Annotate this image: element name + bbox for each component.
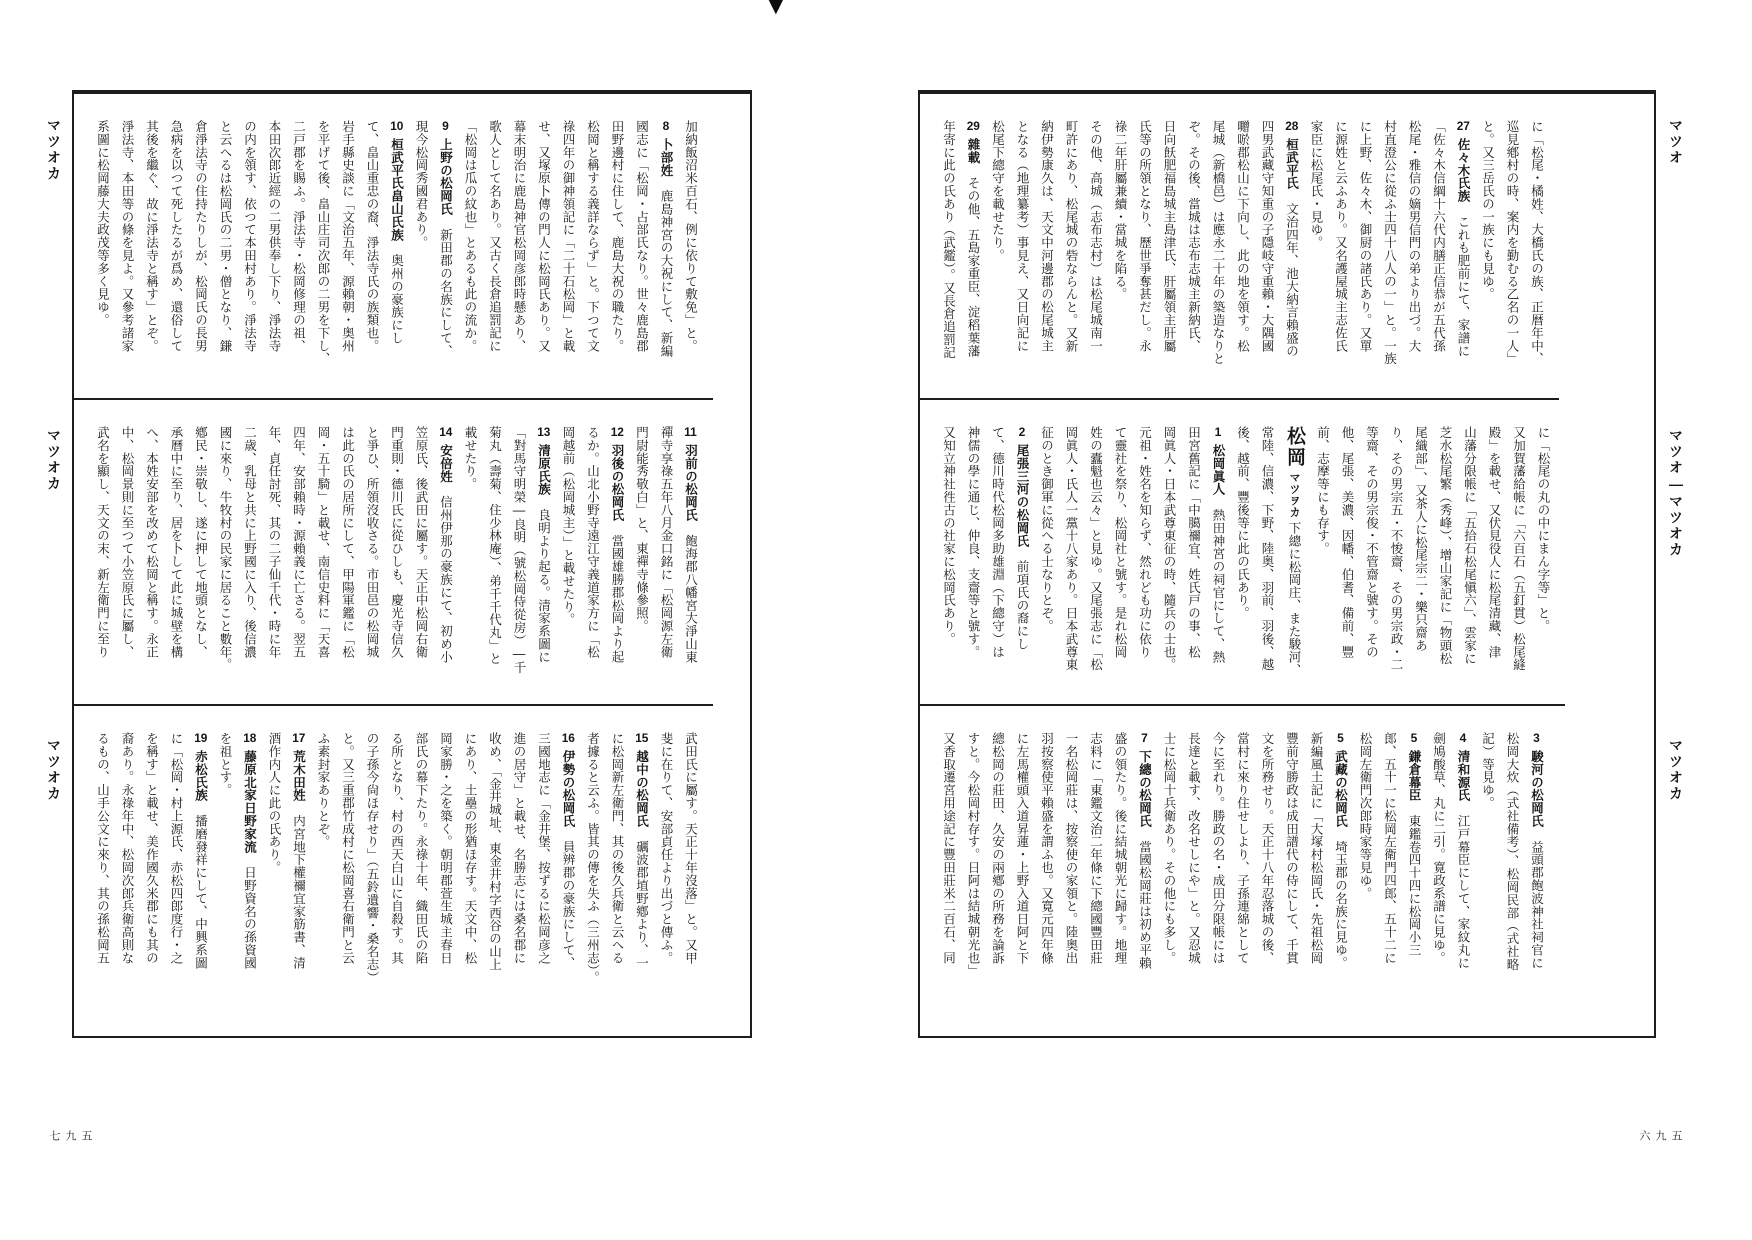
text-column: を祖とす。 <box>218 732 232 797</box>
text-column: せ、又塚原卜傳の門人に松岡氏あり。又 <box>536 120 551 353</box>
text-column: 盛の領たり。後に結城朝光に歸す。地理 <box>1113 732 1127 965</box>
entry-headword: 尾張三河の松岡氏 <box>1015 444 1029 548</box>
text-column: となる（地理纂考）事見え、又日向記に <box>1015 120 1029 353</box>
text-column: 淨法寺、本田等の條を見よ。又參考諸家 <box>120 120 134 353</box>
text-band <box>920 706 1559 1036</box>
page-number: 五九六 <box>1638 1130 1682 1142</box>
text-band <box>74 706 713 1036</box>
text-column: 1松岡眞人 熱田神宮の祠官にして、熱 <box>1211 426 1225 664</box>
running-head: マツオカ <box>46 738 62 802</box>
text-column: 新編風土記に「大塚村松岡氏・先祖松岡 <box>1309 732 1323 965</box>
text-column: 17荒木田姓 内宮地下權禰宜家筋書、清 <box>291 732 306 970</box>
entry-number: 16 <box>561 732 575 744</box>
text-band <box>74 400 713 706</box>
text-column: 武田氏に屬す。天正十年沒落」と。又甲 <box>683 732 698 965</box>
entry-headword: 鎌倉幕臣 <box>1407 750 1421 802</box>
text-column: 常陸、信濃、下野、陸奥、羽前、羽後、越 <box>1260 426 1274 672</box>
running-head: マツオ <box>1668 118 1684 166</box>
entry-headword: 佐々木氏族 <box>1456 138 1470 203</box>
page-right <box>918 90 1684 1142</box>
text-column: 岩手縣史談に「文治五年、源賴朝・奥州 <box>340 120 355 353</box>
text-column: 「佐々木信綱十六代内膳正信恭が五代孫 <box>1431 120 1446 353</box>
page-left <box>46 90 752 1142</box>
text-column: 劍鳩酸草、丸に二引。寛政系譜に見ゆ。 <box>1431 732 1446 965</box>
entry-headword: 荒木田姓 <box>291 750 306 802</box>
text-column: 文を所務せり。天正十八年忍落城の後、 <box>1260 732 1274 965</box>
text-column: 酒作内人に此の氏あり。 <box>267 732 281 874</box>
entry-headword: 松岡眞人 <box>1211 444 1225 496</box>
entry-headword: 卜部姓 <box>659 138 673 177</box>
text-column: と爭ひ、所領沒收さる。市田邑の松岡城 <box>365 426 379 659</box>
text-column: 3駿河の松岡氏 益頭郡飽波神社祠官に <box>1529 732 1544 970</box>
entry-headword: 藤原北家日野家流 <box>242 750 257 854</box>
text-column: 11羽前の松岡氏 飽海郡八幡宮大淨山東 <box>683 426 698 664</box>
entry-headword: 桓武平氏 <box>1284 138 1299 190</box>
text-column: その他、高城（志布志村）は松尾城南一 <box>1088 120 1103 353</box>
text-column: るか。山北小野寺遠江守義道家方に「松 <box>585 426 600 659</box>
text-column: 年寄に此の氏あり（武鑑）。又長倉追罰記 <box>941 120 956 359</box>
text-column: 等齋、その男宗俊・不管齋と號す。その <box>1364 426 1379 659</box>
running-head: マツオカ <box>1668 738 1684 802</box>
text-column: 斐に在りて、安部貞任より出づと傳ふ。 <box>659 732 673 965</box>
text-column: 他、尾張、美濃、因幡、伯耆、備前、豐 <box>1340 426 1354 659</box>
entry-number: 12 <box>610 426 624 438</box>
entry-number: 29 <box>966 120 980 132</box>
text-column: 祿四年の御神領記に「二十石松岡」と載 <box>561 120 575 353</box>
text-column: と。又三岳氏の一族にも見ゆ。 <box>1480 120 1495 301</box>
text-column: 18藤原北家日野家流 日野資名の孫資國 <box>242 732 257 970</box>
text-column: 殿」を載せ、又伏見役人に松尾清藏、津 <box>1487 426 1501 659</box>
text-column: 13清原氏族 良明より起る。清家系圖に <box>536 426 551 664</box>
text-column: すと。今松岡村存す。日阿は結城朝光也」 <box>966 732 980 978</box>
text-band <box>920 400 1565 706</box>
text-column: 15越中の松岡氏 礪波郡埴野鄕より、一 <box>634 732 649 970</box>
entry-number: 19 <box>194 732 208 744</box>
text-column: 中、松岡景則に至つて小笠原氏に屬し、 <box>120 426 134 659</box>
text-column: 長達と載す、改名せしにや」と。又忍城 <box>1186 732 1201 965</box>
text-column: 一名松岡莊は、按察使の家領と。陸奥出 <box>1064 732 1078 965</box>
text-column: 幕末明治に鹿島神官松岡彦郎時懸あり、 <box>512 120 526 353</box>
text-column: 「松岡は瓜の紋也」とあるも此の流か。 <box>463 120 477 353</box>
text-column: る所となり、村の西天白山に自殺す。其 <box>389 732 404 965</box>
text-column: 12羽後の松岡氏 當國雄勝郡松岡より起 <box>610 426 624 664</box>
section-headword: 松岡 <box>1284 426 1305 468</box>
text-band <box>74 94 713 400</box>
text-column: 鄕民・崇敬し、遂に押して地頭となし、 <box>193 426 208 659</box>
text-column: 士に松岡十兵衛あり。その他にも多し。 <box>1162 732 1176 965</box>
page-frame <box>918 90 1656 1038</box>
text-column: 笠原氏、後武田に屬す。天正中松岡右衛 <box>414 426 428 659</box>
entry-headword: 上野の松岡氏 <box>438 138 453 216</box>
text-column: 四年、安部賴時・源賴義に亡さる。翌五 <box>291 426 306 659</box>
entry-number: 1 <box>1214 426 1222 438</box>
text-column: と云へるは松岡氏の二男・僧となり、鎌 <box>218 120 232 353</box>
text-column: 前、志摩等にも存す。 <box>1315 426 1330 555</box>
text-column: 郎、五十一に松岡左衛門四郎、五十二に <box>1382 732 1397 965</box>
text-column: 町許にあり、松尾城の砦ならんと。又新 <box>1064 120 1078 353</box>
text-column: 進の居守」と載せ、名勝志には桑名郡に <box>512 732 526 965</box>
entry-headword: 羽前の松岡氏 <box>683 444 698 522</box>
text-column: 9上野の松岡氏 新田郡の名族にして、 <box>438 120 453 358</box>
text-column: 禪寺享祿五年八月金口銘に「松岡源左衛 <box>659 426 673 659</box>
text-column: 裔あり。永祿年中、松岡次郎兵衛高則な <box>120 732 134 965</box>
text-column: 松岡マツヲカ下總に松岡庄、また駿河、 <box>1284 426 1305 677</box>
text-column: 2尾張三河の松岡氏 前項氏の裔にし <box>1015 426 1029 651</box>
text-column: 武名を顯し、天文の末、新左衛門に至り <box>95 426 110 659</box>
text-column: て、德川時代松岡多助雄淵（下總守）は <box>990 426 1005 659</box>
entry-number: 27 <box>1456 120 1470 132</box>
text-column: 收め、「金井城址、東金井村字西谷の山上 <box>487 732 502 971</box>
text-band <box>920 94 1559 400</box>
text-column: 松岡大炊（式社備考）、松岡民部（式社略 <box>1505 732 1519 971</box>
text-column: を平げて後、畠山庄司次郎の二男を下し、 <box>316 120 330 366</box>
text-column: 田野邊村に住して、鹿島大祝の職たり。 <box>610 120 624 353</box>
text-column: 岡家勝・之を築く。朝明郡萱生城主春日 <box>438 732 453 965</box>
text-column: 囎唹郡松山に下向し、此の地を領す。松 <box>1235 120 1250 353</box>
text-column: 承曆中に至り、居を卜して此に城壁を構 <box>169 426 183 659</box>
text-column: 又香取遷宮用途記に豐田莊米二百石、同 <box>941 732 956 965</box>
entry-headword: 安倍姓 <box>438 444 453 483</box>
entry-number: 8 <box>662 120 670 132</box>
text-column: 尾織部」、又茶人に松尾宗二・樂只齋あ <box>1413 426 1428 652</box>
text-column: 門重則・德川氏に從ひしも、慶光寺信久 <box>389 426 404 659</box>
text-column: 日向飫肥福島城主島津氏、肝屬領主肝屬 <box>1162 120 1176 353</box>
text-column: 8卜部姓 鹿島神宮の大祝にして、新編 <box>659 120 673 358</box>
text-column: に「松尾・橘姓、大橋氏の族、正暦年中、 <box>1529 120 1544 366</box>
text-column: 本田次郎近經の二男供奉し下り、淨法寺 <box>267 120 281 353</box>
text-column: に「松尾の丸の中にまん字等」と。 <box>1536 426 1550 633</box>
section-reading: マツヲカ <box>1288 472 1300 518</box>
entry-number: 5 <box>1337 732 1344 744</box>
entry-headword: 雜載 <box>966 138 980 164</box>
text-column: 神儒の學に通じ、仲良、支齋等と號す。 <box>966 426 980 659</box>
text-column: 「對馬守明榮―良明（號松岡侍從房）―千 <box>512 426 526 675</box>
entry-headword: 下總の松岡氏 <box>1137 750 1152 828</box>
entry-headword: 桓武平氏畠山氏族 <box>389 138 404 242</box>
text-column: 29雜載 その他、五島家重臣、淀稻葉藩 <box>966 120 980 358</box>
text-column: 其後を繼ぐ、故に淨法寺と稱す」とぞ。 <box>144 120 159 353</box>
text-column: 者據ると云ふ。皆其の傳を失ふ（三州志）。 <box>585 732 600 984</box>
entry-number: 7 <box>1141 732 1148 744</box>
text-column: に源姓と云ふあり。又名護屋城主志佐氏 <box>1333 120 1348 353</box>
text-column: 當村に來り住せしより、子孫連綿として <box>1235 732 1250 965</box>
entry-number: 13 <box>537 426 551 438</box>
text-column: 歌人として名あり。又古く長倉追罰記に <box>487 120 502 353</box>
registration-triangle-icon: ▼ <box>763 0 789 20</box>
text-column: の子孫今尙ほ存せり」（五鈴遺響・桑名志） <box>365 732 379 984</box>
text-column: 5鎌倉幕臣 東鑑卷四十四に松岡小三 <box>1407 732 1421 957</box>
entry-number: 9 <box>442 120 449 132</box>
text-column: 芝水松尾繁（秀峰）、增山家記に「物頭松 <box>1438 426 1452 665</box>
text-column: 岡眞人・氏人一黨十八家あり。日本武尊東 <box>1064 426 1078 672</box>
text-column: 後、越前、豐後等に此の氏あり。 <box>1235 426 1250 620</box>
text-column: 急病を以つて死したるが爲め、還俗して <box>169 120 183 353</box>
text-column: 山藩分限帳に「五拾石松尾愼六」、雲家に <box>1462 426 1477 665</box>
text-column: 志料に「東鑑文治二年條に下總國豐田莊 <box>1088 732 1103 965</box>
text-column: 4清和源氏 江戸幕臣にして、家紋丸に <box>1456 732 1470 970</box>
text-column: 祿二年肝屬兼續・當城を陷る。 <box>1113 120 1127 301</box>
text-column: 征のとき御軍に從へる士なりとぞ。 <box>1039 426 1054 633</box>
text-column: ぞ。その後、當城は志布志城主新納氏、 <box>1186 120 1201 353</box>
text-column: 二歳、乳母と共に上野國に入り、後信濃 <box>242 426 257 659</box>
text-column: に上野、佐々木、御厨の諸氏あり。又單 <box>1358 120 1372 353</box>
running-head: マツオ―マツオカ <box>1668 428 1684 558</box>
entry-number: 18 <box>243 732 257 744</box>
text-column: 5武藏の松岡氏 埼玉郡の名族に見ゆ。 <box>1333 732 1348 970</box>
text-column: 28桓武平氏 文治四年、池大納言賴盛の <box>1284 120 1299 358</box>
text-column: 總松岡の莊田、久安の兩鄕の所務を論訴 <box>990 732 1005 965</box>
text-column: 19赤松氏族 播磨發祥にして、中興系圖 <box>193 732 208 970</box>
text-column: ふ素封家ありとぞ。 <box>316 732 330 849</box>
text-column: 巡見鄕村の時、案内を勤むる乙名の一人」 <box>1505 120 1519 366</box>
entry-number: 10 <box>390 120 404 132</box>
page-number: 五九七 <box>48 1130 92 1142</box>
entry-number: 4 <box>1459 732 1467 744</box>
text-column: 家臣に松尾氏・見ゆ。 <box>1309 120 1323 249</box>
text-column: は此の氏の居所にして、甲陽軍鑑に「松 <box>340 426 355 659</box>
text-column: 載せたり。 <box>463 426 477 491</box>
text-column: 岡越前（松岡城主）」と載せたり。 <box>561 426 575 627</box>
running-head: マツオカ <box>46 428 62 492</box>
text-column: に「松岡・村上源氏、赤松四郎度行・之 <box>169 732 183 965</box>
text-column: 年、貞任討死、其の二子仙千代・時に年 <box>267 426 281 659</box>
text-column: 田宮舊記に「中臈禰宜、姓氏戸の事、松 <box>1186 426 1201 659</box>
text-column: にあり、土壘の形猶ほ存す。天文中、松 <box>463 732 477 965</box>
entry-number: 28 <box>1285 120 1299 132</box>
text-column: 納伊勢康久は、天文中河邊郡の松尾城主 <box>1039 120 1054 353</box>
text-column: 倉淨法寺の住持たりしが、松岡氏の長男 <box>193 120 208 353</box>
entry-number: 17 <box>292 732 306 744</box>
text-column: て、畠山重忠の裔、淨法寺氏の族類也。 <box>365 120 379 353</box>
entry-headword: 伊勢の松岡氏 <box>561 750 575 828</box>
text-column: るもの、山手公文に來り、其の孫松岡五 <box>95 732 110 965</box>
text-column: に松岡新左衛門、其の後久兵衛と云へる <box>610 732 624 965</box>
text-column: 又知立神社徃古の社家に松岡氏あり。 <box>941 426 956 646</box>
text-column: 部氏の幕下たり。永祿十年、織田氏の陷 <box>414 732 428 965</box>
text-column: 岡・五十騎」と載せ、南信史料に「天喜 <box>316 426 330 659</box>
text-column: 10桓武平氏畠山氏族 奥州の豪族にし <box>389 120 404 345</box>
text-column: て靈社を祭り、松岡社と號す。是れ松岡 <box>1113 426 1127 659</box>
text-column: に左馬權頭入道昇蓮・上野入道日阿と下 <box>1015 732 1029 965</box>
text-column: 元祖・姓名を知らず、然れども功に依り <box>1137 426 1152 659</box>
text-column: へ、本姓安部を改めて松岡と稱す。永正 <box>144 426 159 659</box>
entry-headword: 清和源氏 <box>1456 750 1470 802</box>
entry-number: 11 <box>684 426 697 438</box>
text-column: 岡眞人・日本武尊東征の時、隨兵の士也。 <box>1162 426 1176 672</box>
running-head: マツオカ <box>46 118 62 182</box>
text-column: 7下總の松岡氏 當國松岡莊は初め平賴 <box>1137 732 1152 970</box>
text-column: 松岡左衛門次郎時家等見ゆ。 <box>1358 732 1372 900</box>
text-column: 松尾下總守を載せたり。 <box>990 120 1005 262</box>
entry-headword: 赤松氏族 <box>193 750 208 802</box>
text-column: 國志に「松岡・占部氏なり。世々鹿島郡 <box>634 120 649 353</box>
text-column: 又加賀藩給帳に「六百石（五釘貫）松尾縫 <box>1511 426 1526 672</box>
text-column: 菊丸（壽菊、住少林庵）、弟千千代丸」と <box>487 426 502 665</box>
entry-number: 5 <box>1410 732 1418 744</box>
text-column: 姓の蠹魁也云々」と見ゆ。又尾張志に「松 <box>1088 426 1103 672</box>
entry-number: 14 <box>439 426 453 438</box>
entry-headword: 清原氏族 <box>536 444 551 496</box>
text-column: 三國地志に「金井堡、按ずるに松岡彦之 <box>536 732 551 965</box>
text-column: の内を領す、依つて本田村あり。淨法寺 <box>242 120 257 353</box>
text-column: 現今松岡秀國君あり。 <box>414 120 428 249</box>
text-column: を稱す」と載せ、美作國久米郡にも其の <box>144 732 159 965</box>
text-column: 松尾・雅信の嫡男信門の弟より出づ。大 <box>1407 120 1421 353</box>
text-column: 豐前守勝政は成田譜代の侍にして、千貫 <box>1284 732 1299 965</box>
text-column: 二戸郡を賜ふ。淨法寺・松岡修理の祖、 <box>291 120 306 353</box>
text-column: 27佐々木氏族 これも肥前にて、家譜に <box>1456 120 1470 358</box>
text-column: 村直澄公に從ふ士四十八人の一」と。一族 <box>1382 120 1397 366</box>
entry-headword: 駿河の松岡氏 <box>1529 750 1544 828</box>
text-column: 記）等見ゆ。 <box>1480 732 1495 810</box>
page-frame <box>72 90 752 1038</box>
entry-headword: 越中の松岡氏 <box>634 750 649 828</box>
text-column: り、その男宗五・不悛齋、その男宗政・二 <box>1389 426 1403 672</box>
text-column: 四男武藏守知重の子隱岐守重賴・大隅國 <box>1260 120 1274 353</box>
entry-headword: 羽後の松岡氏 <box>610 444 624 522</box>
text-column: 14安倍姓 信州伊那の豪族にて、初め小 <box>438 426 453 664</box>
text-column: 氏等の所領となり、歷世爭奪甚だし。永 <box>1137 120 1152 353</box>
entry-number: 2 <box>1018 426 1026 438</box>
text-column: 松岡と稱する義詳ならず」と。下つて文 <box>585 120 600 353</box>
entry-headword: 武藏の松岡氏 <box>1333 750 1348 828</box>
text-column: 尾城（新橋邑）は應永二十年の築造なりと <box>1211 120 1225 366</box>
text-column: 國に來り、牛牧村の民家に居ること數年。 <box>218 426 232 672</box>
entry-number: 15 <box>635 732 649 744</box>
text-column: 門尉能秀敬白」と、東禪寺條參照。 <box>634 426 649 633</box>
text-column: 系圖に松岡藤大夫政茂等多く見ゆ。 <box>95 120 110 327</box>
text-column: 加納飯沼米百石、例に依りて敷免」と。 <box>683 120 698 353</box>
text-column: 今に至れり。勝政の名・成田分限帳には <box>1211 732 1225 965</box>
text-column: 16伊勢の松岡氏 員辨郡の豪族にして、 <box>561 732 575 970</box>
text-column: と。又三重郡竹成村に松岡喜右衛門と云 <box>340 732 355 965</box>
entry-number: 3 <box>1533 732 1540 744</box>
text-column: 羽按察使平賴盛を謂ふ也。又寛元四年條 <box>1039 732 1054 965</box>
